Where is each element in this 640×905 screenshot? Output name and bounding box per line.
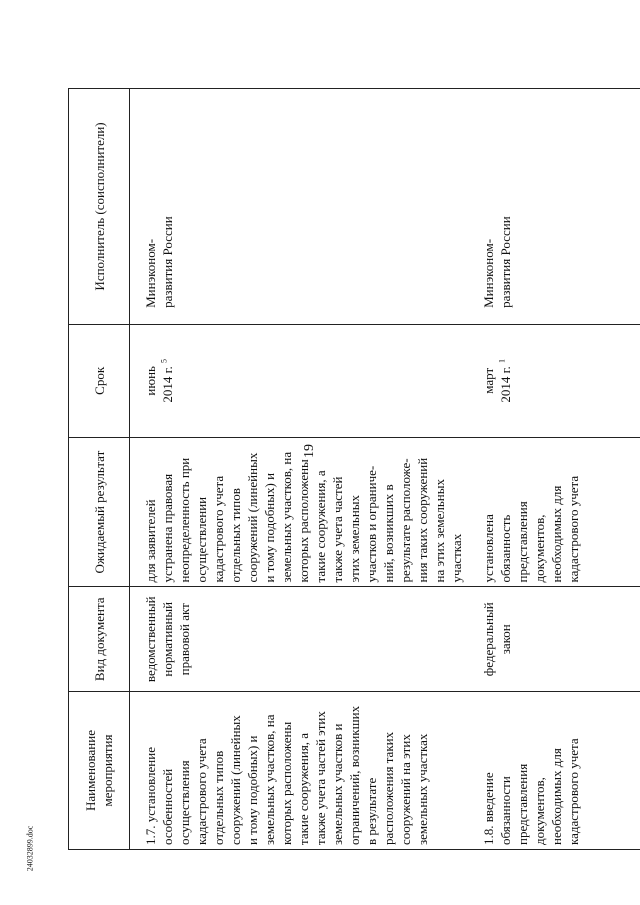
measure-name-cell: [130, 692, 469, 850]
deadline-month: март: [481, 367, 496, 394]
cell-text-line: расположения таких: [381, 731, 396, 845]
cell-text-line: участках: [449, 533, 464, 583]
cell-text-line: представления: [515, 763, 530, 845]
cell-text-line: ния таких сооружений: [415, 457, 430, 583]
cell-text-line: отдельных типов: [211, 750, 226, 845]
header-cell-executor: Исполнитель (соисполнители): [69, 89, 130, 325]
cell-text-line: также учета частей: [330, 476, 345, 583]
table-row: [468, 89, 640, 850]
cell-text-line: осуществлении: [194, 496, 209, 583]
cell-text-line: развития России: [160, 216, 175, 308]
cell-text-line: и тому подобных) и: [245, 735, 260, 845]
deadline-year: 2014 г. $^1$: [497, 359, 513, 403]
footnote-marker: 1: [497, 359, 507, 363]
cell-text-line: также учета частей этих: [313, 711, 328, 845]
header-cell-expected-result: Ожидаемый результат: [69, 437, 130, 587]
executor-cell: [130, 89, 469, 325]
document-type-cell: [468, 587, 640, 692]
cell-text-line: обязанности: [498, 776, 513, 845]
cell-text-line: такие сооружения, а: [313, 470, 328, 583]
cell-text-line: участков и ограниче-: [364, 465, 379, 583]
cell-text-line: документов,: [532, 514, 547, 583]
cell-text-line: 1.7. установление: [143, 747, 158, 845]
cell-text-line: осуществления: [177, 760, 192, 845]
cell-text-line: неопределенность при: [177, 457, 192, 583]
footnote-marker: 5: [159, 359, 169, 363]
cell-text-line: сооружений (линейных: [228, 715, 243, 845]
header-cell-document-type: Вид документа: [69, 587, 130, 692]
file-identifier: 24032899.doc: [25, 825, 35, 872]
cell-text-line: особенностей: [160, 768, 175, 845]
cell-text-line: в результате: [364, 777, 379, 845]
header-cell-deadline: Срок: [69, 324, 130, 437]
cell-text-line: на этих земельных: [432, 478, 447, 583]
measure-name-cell: [468, 692, 640, 850]
measures-table: [68, 88, 640, 850]
header-cell-measure-name: Наименование мероприятия: [69, 692, 130, 850]
cell-text-line: ведомственный: [143, 596, 158, 683]
cell-text-line: обязанность: [498, 514, 513, 583]
cell-text-line: развития России: [498, 216, 513, 308]
table-row: [130, 89, 469, 850]
document-type-cell: [130, 587, 469, 692]
cell-text-line: правовой акт: [177, 603, 192, 676]
rotated-table-frame: [68, 88, 628, 850]
deadline-cell: [468, 324, 640, 437]
cell-text-line: кадастрового учета: [566, 738, 581, 845]
cell-text-line: земельных участков и: [330, 723, 345, 845]
cell-text-line: федеральный: [481, 602, 496, 677]
cell-text-line: закон: [498, 624, 513, 655]
cell-text-line: которых расположены: [296, 459, 311, 583]
cell-text-line: документов,: [532, 777, 547, 845]
table-header-row: [69, 89, 130, 850]
cell-text-line: нормативный: [160, 601, 175, 677]
cell-text-line: Минэконом-: [481, 238, 496, 308]
cell-text-line: для заявителей: [143, 499, 158, 583]
deadline-month: июнь: [143, 366, 158, 396]
cell-text-line: земельных участках: [415, 733, 430, 845]
executor-cell: [468, 89, 640, 325]
cell-text-line: сооружений на этих: [398, 734, 413, 845]
cell-text-line: кадастрового учета: [194, 738, 209, 845]
cell-text-line: 1.8. введение: [481, 772, 496, 845]
cell-text-line: необходимых для: [549, 748, 564, 845]
deadline-cell: [130, 324, 469, 437]
cell-text-line: сооружений (линейных: [245, 452, 260, 583]
cell-text-line: земельных участков, на: [279, 451, 294, 583]
cell-text-line: кадастрового учета: [566, 475, 581, 583]
cell-text-line: результате расположе-: [398, 458, 413, 583]
cell-text-line: устранена правовая: [160, 473, 175, 583]
cell-text-line: которых расположены: [279, 721, 294, 845]
cell-text-line: необходимых для: [549, 485, 564, 583]
cell-text-line: кадастрового учета: [211, 475, 226, 583]
expected-result-cell: [468, 437, 640, 587]
cell-text-line: представления: [515, 501, 530, 583]
expected-result-cell: [130, 437, 469, 587]
cell-text-line: установлена: [481, 514, 496, 583]
deadline-year: 2014 г. $^5$: [159, 359, 175, 403]
cell-text-line: земельных участков, на: [262, 714, 277, 845]
cell-text-line: ограничений, возникших: [347, 705, 362, 845]
page-number: 19: [302, 444, 317, 458]
document-table-area: [68, 88, 628, 852]
cell-text-line: этих земельных: [347, 494, 362, 583]
cell-text-line: и тому подобных) и: [262, 472, 277, 583]
cell-text-line: ний, возникших в: [381, 484, 396, 583]
cell-text-line: такие сооружения, а: [296, 732, 311, 845]
cell-text-line: Минэконом-: [143, 238, 158, 308]
cell-text-line: отдельных типов: [228, 488, 243, 583]
